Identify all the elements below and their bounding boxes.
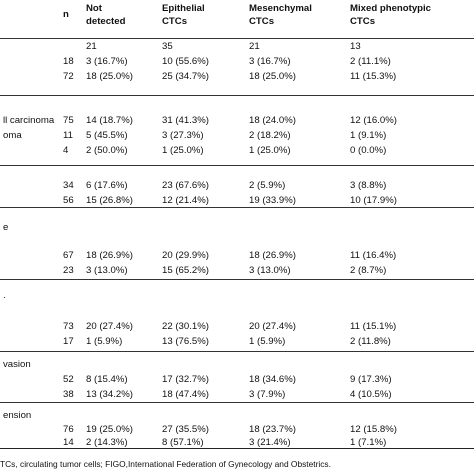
group-divider [0,207,474,208]
cell-epithelial: 18 (47.4%) [162,389,209,400]
cell-epithelial: 23 (67.6%) [162,180,209,191]
cell-n: 73 [63,321,74,332]
group-label: vasion [3,359,31,370]
cell-mixed: 2 (8.7%) [350,265,387,276]
cell-not-detected: 5 (45.5%) [86,130,128,141]
cell-mesenchymal: 3 (7.9%) [249,389,286,400]
cell-mesenchymal: 3 (21.4%) [249,437,291,448]
cell-mixed: 0 (0.0%) [350,145,387,156]
cell-not-detected: 14 (18.7%) [86,115,133,126]
header-not-detected-line2: detected [86,16,126,27]
cell-epithelial: 10 (55.6%) [162,56,209,67]
cell-mixed: 2 (11.1%) [350,56,391,67]
cell-mesenchymal: 18 (23.7%) [249,424,296,435]
cell-not-detected: 18 (26.9%) [86,250,133,261]
row-label: oma [3,130,22,141]
cell-mesenchymal: 21 [249,41,260,52]
cell-mesenchymal: 18 (24.0%) [249,115,296,126]
cell-epithelial: 3 (27.3%) [162,130,204,141]
cell-epithelial: 17 (32.7%) [162,374,209,385]
cell-mesenchymal: 2 (18.2%) [249,130,291,141]
cell-not-detected: 2 (50.0%) [86,145,128,156]
cell-mixed: 1 (7.1%) [350,437,387,448]
cell-epithelial: 13 (76.5%) [162,336,209,347]
cell-mesenchymal: 18 (25.0%) [249,71,296,82]
cell-not-detected: 13 (34.2%) [86,389,133,400]
cell-mixed: 10 (17.9%) [350,195,397,206]
group-divider [0,279,474,280]
cell-not-detected: 19 (25.0%) [86,424,133,435]
cell-not-detected: 20 (27.4%) [86,321,133,332]
cell-mixed: 12 (16.0%) [350,115,397,126]
cell-mesenchymal: 2 (5.9%) [249,180,286,191]
cell-epithelial: 22 (30.1%) [162,321,209,332]
header-mesenchymal-line1: Mesenchymal [249,3,312,14]
cell-not-detected: 1 (5.9%) [86,336,123,347]
group-label: e [3,222,9,233]
cell-n: 23 [63,265,74,276]
header-not-detected-line1: Not [86,3,102,14]
cell-mesenchymal: 3 (16.7%) [249,56,291,67]
group-divider [0,95,474,96]
cell-mixed: 1 (9.1%) [350,130,387,141]
cell-not-detected: 2 (14.3%) [86,437,128,448]
cell-mesenchymal: 18 (34.6%) [249,374,296,385]
group-label: ension [3,410,32,421]
cell-epithelial: 27 (35.5%) [162,424,209,435]
cell-mixed: 11 (15.3%) [350,71,397,82]
cell-not-detected: 8 (15.4%) [86,374,128,385]
cell-n: 52 [63,374,74,385]
header-mixed-line1: Mixed phenotypic [350,3,432,14]
cell-not-detected: 3 (13.0%) [86,265,128,276]
cell-not-detected: 15 (26.8%) [86,195,133,206]
header-mesenchymal-line2: CTCs [249,16,275,27]
cell-mixed: 2 (11.8%) [350,336,391,347]
header-bottom-rule [0,38,474,39]
table-footnote: TCs, circulating tumor cells; FIGO,International Federation of Gynecology and Obstetrics. [0,459,331,469]
group-divider [0,351,474,352]
cell-n: 18 [63,56,74,67]
cell-mesenchymal: 1 (25.0%) [249,145,291,156]
cell-n: 67 [63,250,74,261]
cell-n: 11 [63,130,73,141]
row-label: ll carcinoma [3,115,55,126]
cell-mixed: 4 (10.5%) [350,389,392,400]
header-n: n [63,9,69,20]
cell-n: 56 [63,195,74,206]
cell-epithelial: 8 (57.1%) [162,437,204,448]
cell-mixed: 9 (17.3%) [350,374,392,385]
cell-n: 38 [63,389,74,400]
cell-n: 34 [63,180,74,191]
cell-not-detected: 3 (16.7%) [86,56,128,67]
cell-not-detected: 21 [86,41,97,52]
cell-epithelial: 35 [162,41,173,52]
group-label: . [3,290,6,301]
cell-mesenchymal: 18 (26.9%) [249,250,296,261]
cell-n: 72 [63,71,74,82]
table-bottom-rule [0,448,474,449]
cell-mesenchymal: 19 (33.9%) [249,195,296,206]
group-divider [0,402,474,403]
cell-mixed: 13 [350,41,361,52]
cell-not-detected: 18 (25.0%) [86,71,133,82]
cell-n: 4 [63,145,69,156]
header-epithelial-line1: Epithelial [162,3,205,14]
cell-not-detected: 6 (17.6%) [86,180,128,191]
header-mixed-line2: CTCs [350,16,376,27]
cell-mesenchymal: 20 (27.4%) [249,321,296,332]
header-epithelial-line2: CTCs [162,16,188,27]
cell-epithelial: 1 (25.0%) [162,145,204,156]
cell-mixed: 11 (16.4%) [350,250,397,261]
cell-epithelial: 12 (21.4%) [162,195,209,206]
cell-n: 76 [63,424,74,435]
cell-mesenchymal: 3 (13.0%) [249,265,291,276]
cell-n: 75 [63,115,74,126]
cell-epithelial: 20 (29.9%) [162,250,209,261]
cell-mixed: 11 (15.1%) [350,321,397,332]
cell-n: 17 [63,336,74,347]
cell-n: 14 [63,437,74,448]
cell-mixed: 3 (8.8%) [350,180,387,191]
cell-epithelial: 25 (34.7%) [162,71,209,82]
cell-epithelial: 15 (65.2%) [162,265,209,276]
cell-mesenchymal: 1 (5.9%) [249,336,286,347]
cell-mixed: 12 (15.8%) [350,424,397,435]
cell-epithelial: 31 (41.3%) [162,115,209,126]
group-divider [0,165,474,166]
